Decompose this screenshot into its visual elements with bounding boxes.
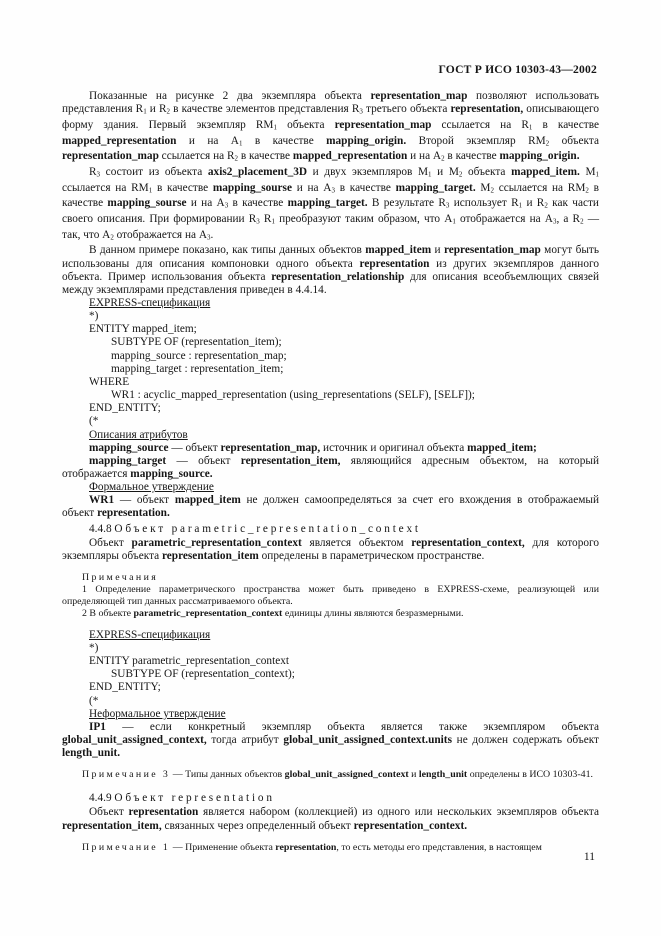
paragraph-r3-composition: $R_3$ состоит из объекта axis2_placement_3D и двух экземпляров $M_1$ и $M_2$ объекта mapped_item. $M_1$ ссылается на $RM_1$ в качестве mapping_sourse и на $A_3$ в качестве mapping_target. $M_2$ ссылается на $RM_2$ в качестве mapping_sourse и на $A_3$ в качестве mapping_target. В результате $R_3$ использует $R_1$ и $R_2$ как части своего описания. При формировании $R_3$ $R_1$ преобразуют таким образом, что $A_1$ отображается на $A_3$, а $R_2$ — так, что $A_2$ отображается на $A_3$. [62,165,600,242]
blank-line [62,563,599,572]
code-line: *) [89,310,99,323]
informal-proposition-ip1: IP1 — если конкретный экземпляр объекта является также экземпляром объекта global_unit_assigned_context, тогда атрибут global_unit_assigned_context.units не должен содержать объект length_unit. [62,720,599,760]
blank-line [62,781,599,790]
section-heading-4-4-9: 4.4.9 Объект representation [89,792,275,805]
express-spec-label: EXPRESS-спецификация [89,296,211,309]
attribute-mapping-source: mapping_source — объект representation_map, источник и оригинал объекта mapped_item; [89,441,537,454]
code-line: WHERE [89,375,130,388]
note-2: 2 В объекте parametric_representation_context единицы длины являются безразмерными. [82,607,464,619]
express-spec-label: EXPRESS-спецификация [89,628,211,641]
code-line: mapping_target : representation_item; [111,362,284,375]
formal-proposition-wr1: WR1 — объект mapped_item не должен самоопределяться за счет его вхождения в отображаемый объект representation. [62,494,599,520]
note-1-representation: Примечание 1 — Применение объекта representation, то есть методы его представления, в настоящем [82,841,542,853]
paragraph-parametric-context: Объект parametric_representation_context является объектом representation_context, для которого экземпляры объекта representation_item определены в параметрическом пространстве. [62,536,599,562]
code-line: END_ENTITY; [89,402,161,415]
blank-line [62,833,599,842]
notes-label: Примечания [82,572,159,584]
code-line: END_ENTITY; [89,681,161,694]
blank-line [62,760,599,769]
attribute-mapping-target: mapping_target — объект representation_item, являющийся адресным объектом, на который отображается mapping_source. [62,454,599,480]
code-line: SUBTYPE OF (representation_item); [111,336,282,349]
code-line: (* [89,415,99,428]
code-line: SUBTYPE OF (representation_context); [111,668,295,681]
code-line: ENTITY mapped_item; [89,323,197,336]
page-number: 11 [583,851,595,863]
formal-proposition-label: Формальное утверждение [89,481,214,494]
paragraph-representation-map-example: Показанные на рисунке 2 два экземпляра объекта representation_map позволяют использовать представления $R_1$ и $R_2$ в качестве элементов представления $R_3$ третьего объекта representation, описывающего форму здания. Первый экземпляр $RM_1$ объекта representation_map ссылается на $R_1$ в качестве mapped_representation и на $A_1$ в качестве mapping_origin. Второй экземпляр $RM_2$ объекта representation_map ссылается на $R_2$ в качестве mapped_representation и на $A_2$ в качестве mapping_origin. [62,90,599,163]
code-line: WR1 : acyclic_mapped_representation (using_representations (SELF), [SELF]); [111,389,475,402]
code-line: mapping_source : representation_map; [111,349,287,362]
section-heading-4-4-8: 4.4.8 Объект parametric_representation_context [89,522,421,535]
code-line: *) [89,641,99,654]
code-line: ENTITY parametric_representation_context [89,655,290,668]
attributes-label: Описания атрибутов [89,428,188,441]
code-line: (* [89,694,99,707]
note-3: Примечание 3 — Типы данных объектов global_unit_assigned_context и length_unit определены в ИСО 10303-41. [82,769,593,781]
paragraph-representation: Объект representation является набором (коллекцией) из одного или нескольких экземпляров объекта representation_item, связанных через определенный объект representation_context. [62,806,599,832]
blank-line [62,620,599,629]
informal-proposition-label: Неформальное утверждение [89,707,226,720]
page-header: ГОСТ Р ИСО 10303-43—2002 [438,63,597,76]
document-body [62,90,599,854]
paragraph-example-summary: В данном примере показано, как типы данных объектов mapped_item и representation_map могут быть использованы для описания компоновки одного объекта representation из других экземпляров данного объекта. Пример использования объекта representation_relationship для описания всеобъемлющих связей между экземплярами представления приведен в 4.4.14. [62,244,600,296]
note-1: 1 Определение параметрического пространства может быть приведено в EXPRESS-схеме, реализующей или определяющей тип данных рассматриваемого объекта. [62,584,599,607]
